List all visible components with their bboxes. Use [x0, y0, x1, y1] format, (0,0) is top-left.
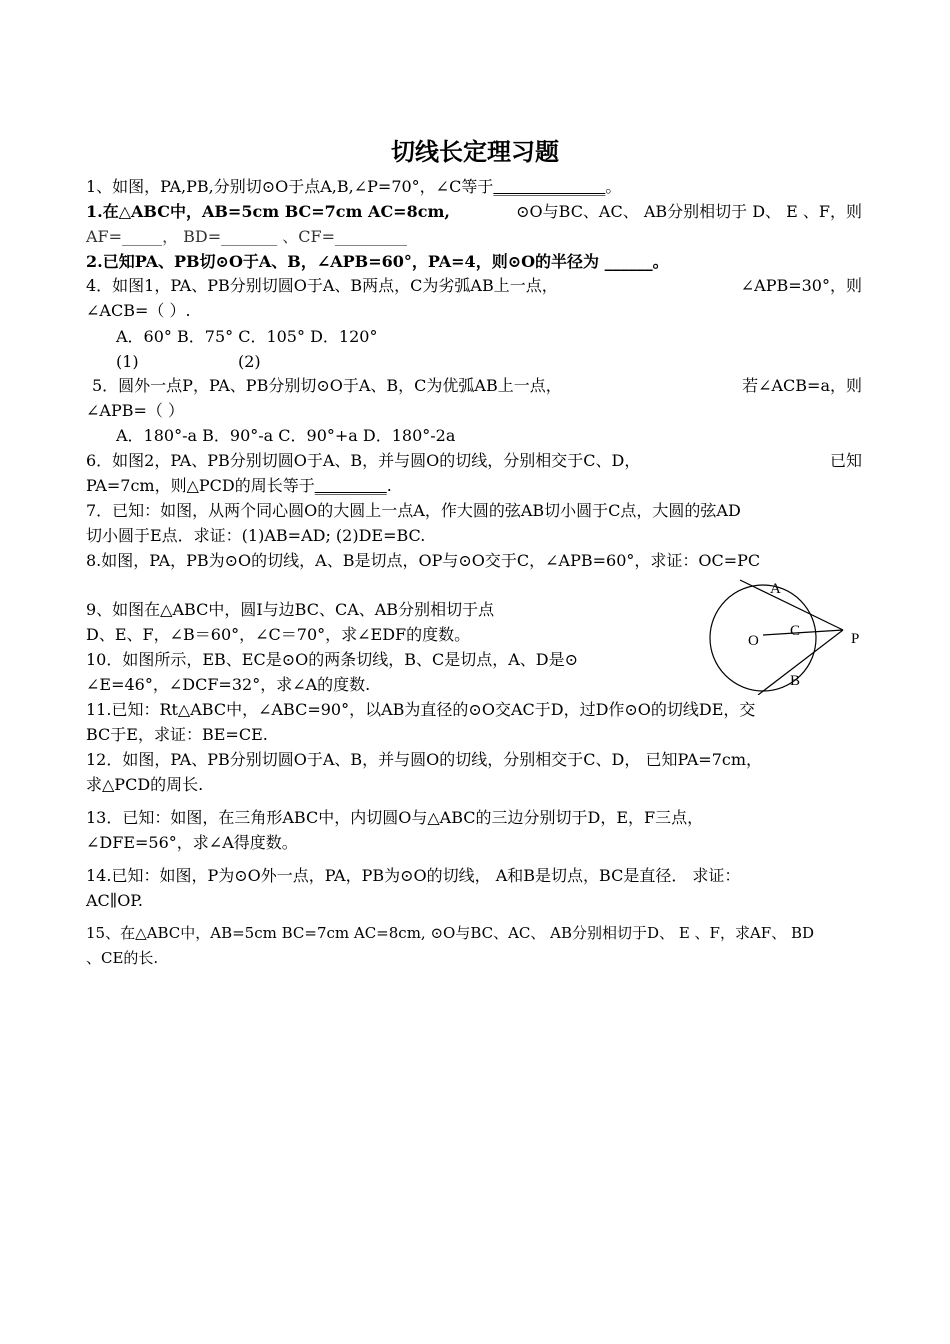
question-5-line-2: ∠APB=（ ） [86, 401, 184, 420]
question-1-blank: ______________ [493, 177, 606, 196]
question-10-line-2: ∠E=46°，∠DCF=32°，求∠A的度数. [86, 675, 371, 694]
question-15-line-2: 、CE的长. [86, 949, 159, 967]
question-4-right: ∠APB=30°，则 [740, 276, 862, 295]
question-10-left: 10．如图所示，EB、EC是⊙O的两条切线，B、C是切点，A、D是⊙ [86, 650, 579, 669]
question-2-right: ⊙O与BC、AC、 AB分别相切于 D、 E 、F，则 [516, 202, 862, 221]
figure-label-1: (1) [116, 352, 139, 371]
question-11-line-1: 11.已知：Rt△ABC中，∠ABC=90°，以AB为直径的⊙O交AC于D，过D作⊙O的切线DE，交 [86, 700, 756, 719]
question-2-line-1 [86, 202, 862, 222]
question-12-line-2: 求△PCD的周长. [86, 775, 204, 794]
question-13-line-1: 13．已知：如图，在三角形ABC中，内切圆O与△ABC的三边分别切于D，E，F三点， [86, 808, 704, 827]
question-1 [86, 177, 621, 197]
question-1-text: 1、如图，PA,PB,分别切⊙O于点A,B,∠P=70°，∠C等于 [86, 177, 494, 196]
question-14-line-2: AC∥OP. [86, 891, 143, 910]
question-6-line-2 [86, 476, 392, 496]
question-6-right: 已知 [829, 451, 862, 470]
question-7-line-1: 7．已知：如图，从两个同心圆O的大圆上一点A，作大圆的弦AB切小圆于C点，大圆的弦AD [86, 501, 741, 520]
question-9-line-2: D、E、F，∠B＝60°，∠C＝70°，求∠EDF的度数。 [86, 625, 471, 644]
question-7-line-2: 切小圆于E点．求证：(1)AB=AD; (2)DE=BC. [86, 526, 426, 545]
label-a: A [770, 581, 781, 597]
label-p: P [851, 631, 860, 647]
tangent-figure [700, 575, 875, 695]
question-15-line-1: 15、在△ABC中，AB=5cm BC=7cm AC=8cm, ⊙O与BC、AC、 AB分别相切于D、 E 、F，求AF、 BD [86, 924, 815, 942]
question-3: 2.已知PA、PB切⊙O于A、B，∠APB=60°，PA=4，则⊙O的半径为 ______。 [86, 252, 669, 271]
figure-label-2: (2) [238, 352, 261, 371]
question-6-end: . [386, 476, 392, 495]
question-2-left: 1.在△ABC中，AB=5cm BC=7cm AC=8cm, [86, 202, 450, 221]
question-5-right: 若∠ACB=a，则 [742, 376, 862, 395]
question-4-options: A．60° B．75° C．105° D．120° [116, 327, 378, 346]
question-6-line-1 [86, 451, 862, 471]
question-5-left: 5．圆外一点P，PA、PB分别切⊙O于A、B，C为优弧AB上一点， [92, 376, 562, 395]
question-12-line-1: 12．如图，PA、PB分别切圆O于A、B，并与圆O的切线，分别相交于C、D， 已知PA=7cm， [86, 750, 763, 769]
label-b: B [790, 673, 801, 689]
label-o: O [748, 633, 759, 649]
question-5-line-1 [92, 376, 862, 396]
question-9-line-1: 9、如图在△ABC中，圆I与边BC、CA、AB分别相切于点 [86, 600, 495, 619]
question-14-line-1: 14.已知：如图，P为⊙O外一点，PA，PB为⊙O的切线， A和B是切点，BC是直径． 求证： [86, 866, 741, 885]
question-11-line-2: BC于E，求证：BE=CE. [86, 725, 268, 744]
label-c: C [790, 623, 801, 639]
question-8: 8.如图，PA，PB为⊙O的切线，A、B是切点，OP与⊙O交于C，∠APB=60°，求证：OC=PC [86, 551, 761, 570]
question-5-options: A．180°-a B．90°-a C．90°+a D．180°-2a [116, 426, 456, 445]
question-1-end: 。 [605, 177, 622, 196]
question-13-line-2: ∠DFE=56°，求∠A得度数。 [86, 833, 298, 852]
question-2-line-2: AF=_____， BD=_______ 、CF=_________ [86, 227, 407, 246]
question-6-text: PA=7cm，则△PCD的周长等于 [86, 476, 315, 495]
question-6-left: 6．如图2，PA、PB分别切圆O于A、B，并与圆O的切线，分别相交于C、D， [86, 451, 641, 470]
page-title: 切线长定理习题 [391, 138, 559, 166]
question-4-line-2: ∠ACB=（ ）. [86, 301, 191, 320]
question-6-blank: _________ [314, 476, 387, 495]
question-4-left: 4．如图1，PA、PB分别切圆O于A、B两点，C为劣弧AB上一点， [86, 276, 558, 295]
question-4-line-1 [86, 276, 862, 296]
